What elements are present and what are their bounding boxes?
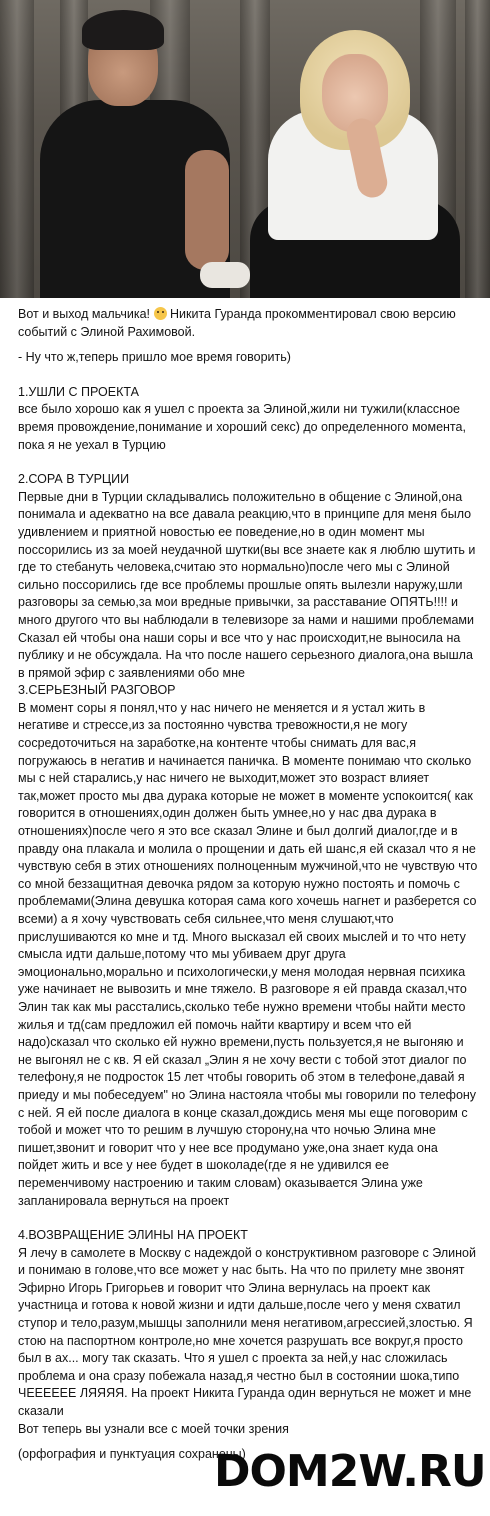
grinning-face-icon: [154, 307, 167, 320]
section-1-paragraph: все было хорошо как я ушел с проекта за Элиной,жили ни тужили(классное время провождение,понимание и хороший секс) до определенного момента, пока я не уехал в Турцию: [18, 402, 466, 452]
section-2-paragraph: Сказал ей чтобы она наши соры и все что у нас происходит,не выносила на публику и не обсуждала. На что после нашего серьезного диалога,она вышла в прямой эфир с заявлениями обо мне: [18, 630, 473, 680]
site-watermark: DOM2W.RU: [214, 1446, 486, 1497]
intro-line: [18, 306, 478, 341]
header-photo: [0, 0, 490, 298]
wall-plank: [465, 0, 490, 298]
intro-text-start: Вот и выход мальчика!: [18, 307, 151, 321]
footer-note: (орфография и пунктуация сохранены): [18, 1447, 246, 1462]
section-3-paragraph: В момент соры я понял,что у нас ничего не меняется и я устал жить в негативе и стрессе,из за постоянно чувства тревожности,я не могу сосредоточиться на заработке,на контенте чтобы снимать для вас,я погружаюсь в негатив и начинается паничка. В моменте понимаю что сколько мы с ней старались,у нас ничего не выходит,может это возраст влияет так,может просто мы два дурака которые не может в моменте успокоится( как говорится в отношениях,один должен быть умнее,но у нас два дурака в отношениях)после чего я это все сказал Элине и был долгий диалог,где и в правду она плакала и молила о прощении и дать ей шанс,я ей сказал что я не чувствую себя в этих отношениях полноценным мужчиной,что не чувствую что со мной беззащитная девочка рядом за которую нужно постоять и помочь с проблемами(Элина девушка которая сама кого хочешь нагнет и разберется со всеми) а я хочу чувствовать себя сильнее,что меня слушают,что прислушиваются ко мне и тд. Много высказал ей своих мыслей и то что нету смысла идти дальше,потому что мы убиваем друг друга эмоционально,морально и психологически,у меня молодая нервная психика уже начинает не вывозить и мне тяжело. В разговоре я ей правда сказал,что Элин так как мы расстались,сколько тебе нужно времени чтобы найти место жилья и тд(сам предложил ей помочь найти квартиру и всем что ей надо)сказал что сколько ей нужно времени,пусть пользуется,я не выгоняю и не выгонял не с кв. Я ей сказал „Элин я не хочу вести с тобой этот диалог по телефону,я не подросток 15 лет чтобы говорить об этом в телефоне,давай я приеду и мы побеседуем" но Элина настояла чтобы мы говорили по телефону с ней. Я ей после диалога в конце сказал,дождись меня мы еще поговорим с тобой и может что то решим в лучшую сторону,на что ночью Элина мне пишет,звонит и говорит что у нее все продумано уже,она знает куда она пойдет жить и все у нее будет в шоколаде(где я не удивился ее переменчивому настроению и таким словам) оказывается Элина уже запланировала вернуться на проект: [18, 700, 478, 1208]
section-2-paragraph: Первые дни в Турции складывались положительно в общение с Элиной,она понимала и адекватно на все давала реакцию,что в принципе для меня было удивлением и приятной новостью ее поведение,но в один момент мы поссорились из за моей неудачной шутки(вы все знаете как я люблю шутить и где то стебануть человека,считаю это нормально)после чего мы с Элиной сильно поссорились где все проблемы прошлые опять вылезли наружу,шли разговоры за семью,за мои вредные привычки, за расставание ОПЯТЬ!!!! и много другого что вы наблюдали в телевизоре за нами и нашими проблемами: [18, 489, 476, 627]
section-4-paragraph: Вот теперь вы узнали все с моей точки зрения: [18, 1421, 289, 1436]
section-title-1: 1.УШЛИ С ПРОЕКТА: [18, 384, 139, 399]
section-title-3: 3.СЕРЬЕЗНЫЙ РАЗГОВОР: [18, 683, 176, 698]
intro-quote: - Ну что ж,теперь пришло мое время говорить): [18, 350, 291, 365]
section-4-paragraph: Я лечу в самолете в Москву с надеждой о конструктивном разговоре с Элиной и понимаю в голове,что все может у нас быть. На что по прилету мне звонят Эфирно Игорь Григорьев и говорит что Элина вернулась на проект как участница и готова к новой жизни и идти дальше,после чего у меня схватил ступор и тело,разум,мышцы заполнили меня негативом,агрессией,злостью. Я стою на паспортном контроле,но мне хочется разрушать все вокруг,я просто был в ах... могу так сказать. Что я ушел с проекта за ней,у нас сложилась проблема и она сразу побежала назад,я честно был в состоянии шока,типо ЧЕЕЕЕЕЕ ЛЯЯЯЯ. На проект Никита Гуранда один вернуться не может и мне сказали: [18, 1245, 476, 1419]
wall-plank: [0, 0, 34, 298]
article-body: [18, 306, 478, 1464]
section-title-4: 4.ВОЗВРАЩЕНИЕ ЭЛИНЫ НА ПРОЕКТ: [18, 1228, 248, 1243]
intro-text-end: Никита Гуранда прокомментировал свою версию событий с Элиной Рахимовой.: [18, 307, 456, 339]
section-title-2: 2.СОРА В ТУРЦИИ: [18, 472, 130, 487]
